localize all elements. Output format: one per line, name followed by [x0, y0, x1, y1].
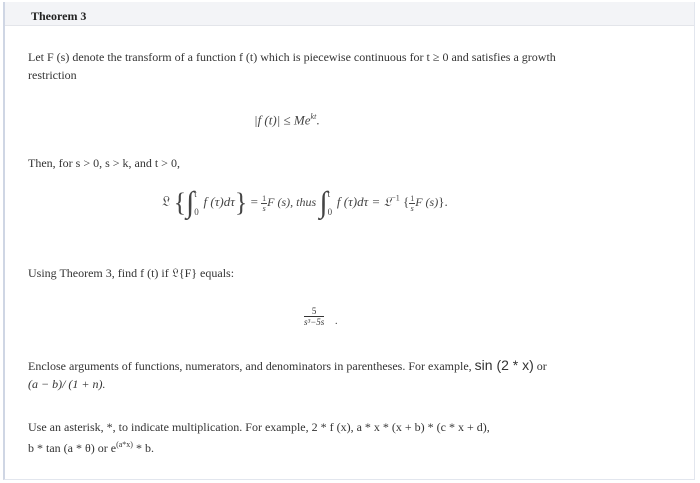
laplace-integral-formula: 𝔏 {∫ t 0 f (τ)dτ} = $\frac{1}{s}$ F (s), thus ∫ t 0 f (τ)dτ = 𝔏$^{-1}$ { $\frac{1}{s}$ F (s)}.	[162, 186, 448, 219]
asterisk-note-line-2a: b * tan (a * θ) or e	[28, 441, 117, 455]
exponent-example: (a*x)	[116, 440, 133, 449]
theorem-title: Theorem 3	[31, 9, 87, 23]
growth-inequality	[254, 112, 320, 128]
integral-sign-1: ∫	[186, 186, 195, 219]
asterisk-note-line-2	[28, 436, 490, 457]
question-text: Using Theorem 3, find f (t) if 𝔏{F} equals:	[28, 266, 235, 280]
intro-line-1: Let F (s) denote the transform of a function f (t) which is piecewise continuous for t ≥ 0 and satisfies a growth	[28, 50, 556, 64]
frac2-numerator: 1	[410, 193, 415, 203]
inverse-exponent: −1	[391, 193, 400, 203]
inner-rhs: F (s)	[415, 194, 439, 209]
intro-line-2: restriction	[28, 68, 77, 82]
growth-period: .	[316, 112, 320, 128]
integral-limits-1	[194, 188, 200, 218]
frac-denominator: s	[262, 203, 266, 213]
upper-limit-1: t	[194, 189, 197, 199]
asterisk-note-line-1: Use an asterisk, *, to indicate multiplication. For example, 2 * f (x), a * x * (x + b) * (c * x + d),	[28, 420, 490, 434]
integrand-2: f (τ)dτ = 𝔏	[336, 193, 392, 209]
transform-symbol: 𝔏	[162, 194, 171, 210]
parentheses-note-line-1	[28, 356, 547, 375]
conditions-text: Then, for s > 0, s > k, and t > 0,	[28, 156, 180, 170]
left-brace: {	[173, 188, 187, 217]
integrand-1: f (τ)dτ	[203, 193, 235, 209]
integral-sign-2: ∫	[319, 186, 328, 219]
parentheses-note-line-2: (a − b)/ (1 + n).	[28, 377, 106, 391]
parentheses-note	[28, 356, 547, 393]
equals-rhs: F (s), thus	[267, 194, 317, 209]
asterisk-note	[28, 418, 490, 457]
answer-trail: .	[335, 316, 338, 327]
growth-inequality-text: |f (t)| ≤ Me	[254, 112, 311, 128]
answer-denominator: s³−5s	[304, 317, 325, 327]
answer-fraction	[304, 306, 324, 327]
inner-right-brace: }	[438, 193, 445, 209]
upper-limit-2: t	[327, 189, 331, 199]
asterisk-note-line-2b: * b.	[132, 441, 154, 455]
parentheses-note-text: Enclose arguments of functions, numerators, and denominators in parentheses. For example,	[28, 359, 475, 373]
integral-limits-2	[328, 188, 334, 218]
frac-numerator: 1	[262, 193, 267, 203]
inner-left-brace: {	[402, 193, 410, 209]
growth-exponent: kt	[310, 112, 317, 121]
formula-end-period: .	[444, 193, 448, 209]
sin-example: sin (2 * x)	[474, 357, 534, 373]
intro-paragraph	[28, 48, 556, 84]
lower-limit-1: 0	[194, 207, 199, 217]
answer-numerator: 5	[304, 306, 324, 317]
frac2-denominator: s	[410, 203, 414, 213]
right-brace: }	[234, 188, 248, 217]
parentheses-note-or: or	[533, 359, 547, 373]
lower-limit-2: 0	[327, 207, 333, 217]
